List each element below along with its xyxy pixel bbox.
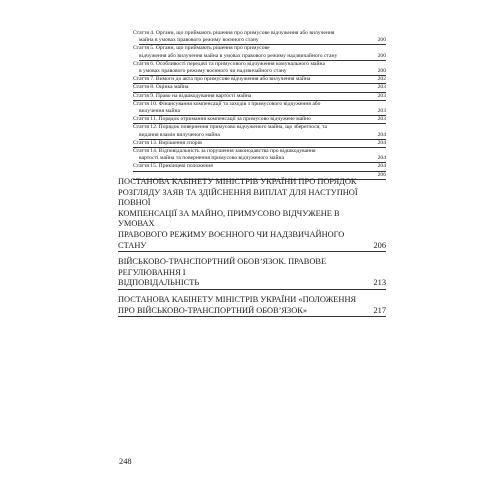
toc-section-entry-title: ВІЙСЬКОВО-ТРАНСПОРТНИЙ ОБОВ’ЯЗОК. ПРАВОВЕ РЕГУЛЮВАННЯ І [118,257,327,277]
toc-article-entry-page: 204 [374,163,386,171]
toc-article-entry [133,61,386,76]
toc-article-entry-page: 200 [374,68,386,76]
toc-article-entry-page: 200 [374,37,386,45]
toc-article-entry [133,163,386,171]
toc-article-entry-title: Стаття 15. Прикінцеві положення [133,163,374,171]
toc-article-entry [133,93,386,101]
toc-article-entry-page: 206 [374,172,386,180]
toc-article-entry-title: Стаття 6. Особливості передачі та примусового відчуження комунального майна [133,60,325,67]
toc-section-entry-page: 217 [370,306,386,318]
toc-article-entry-title: видання взамін вилученого майна [139,132,374,140]
toc-section-entry-page: 213 [370,278,386,290]
toc-article-entry-title: Стаття 12. Порядок повернення примусово відчуженого майна, що збереглося, та [133,124,328,131]
toc-section-entry-page: 206 [370,241,386,253]
toc-article-entry-title: в умовах правового режиму воєнного чи надзвичайного стану [139,68,374,76]
toc-article-entry-page: 203 [374,84,386,92]
toc-article-entry [133,148,386,163]
toc-article-entry-title: Стаття 11. Порядок отримання компенсації за примусово відчужене майно [133,116,374,124]
toc-article-entry [133,124,386,139]
toc-section-entry-title: ПОСТАНОВА КАБІНЕТУ МІНІСТРІВ УКРАЇНИ «ПОЛОЖЕННЯ [118,294,357,304]
toc-article-entry-page: 204 [374,140,386,148]
toc-article-entry-title: Стаття 9. Право на відшкодування вартості майна [133,93,374,101]
toc-article-entry [133,101,386,116]
toc-article-entry [133,140,386,148]
toc-section-entry-title: РОЗГЛЯДУ ЗАЯВ ТА ЗДІЙСНЕННЯ ВИПЛАТ ДЛЯ НАСТУПНОЇ ПОВНОЇ [118,187,358,208]
toc-section-entry [118,177,386,252]
toc-section-entry-title: ПОСТАНОВА КАБІНЕТУ МІНІСТРІВ УКРАЇНИ ПРО ПОРЯДОК [118,177,357,186]
toc-section-entry [118,295,386,317]
toc-article-entry [133,45,386,60]
toc-article-entry-page: 200 [374,53,386,61]
toc-article-entry-page: 202 [374,76,386,84]
toc-article-entry-title: Стаття 8. Оцінка майна [133,84,374,92]
toc-article-entry [133,30,386,45]
toc-article-entry-title: вартості майна та повернення примусово відчуженого майна [139,155,374,163]
toc-article-entry-page: 204 [374,132,386,140]
page-number: 248 [119,457,132,466]
toc-section-entry-title: ПРО ВІЙСЬКОВО-ТРАНСПОРТНИЙ ОБОВ’ЯЗОК» [118,306,370,318]
toc-article-entry-title: Стаття 10. Фінансування компенсації та заходів з примусового відчуження або [133,100,321,107]
toc-article-entry-page: 204 [374,155,386,163]
toc-articles-list [133,30,386,180]
toc-sections-list [118,177,386,322]
toc-article-entry-page: 203 [374,108,386,116]
toc-article-entry-title: вилучення майна [139,108,374,116]
toc-article-entry-page: 203 [374,116,386,124]
toc-section-entry-title: ВІДПОВІДАЛЬНІСТЬ [118,278,370,290]
toc-section-entry-title: ПРАВОВОГО РЕЖИМУ ВОЄННОГО ЧИ НАДЗВИЧАЙНОГО СТАНУ [118,230,370,252]
toc-section-entry [118,257,386,290]
toc-article-entry-title: Стаття 13. Вирішення спорів [133,140,374,148]
toc-article-entry-title: Стаття 5. Органи, що приймають рішення про примусове [133,45,270,52]
toc-article-entry-title: відчуження або вилучення майна в умовах правового режиму надзвичайного стану [139,53,374,61]
toc-section-entry-title: КОМПЕНСАЦІЇ ЗА МАЙНО, ПРИМУСОВО ВІДЧУЖЕНЕ В УМОВАХ [118,208,340,229]
toc-article-entry [133,84,386,92]
toc-article-entry-page: 203 [374,93,386,101]
toc-article-entry-title: Стаття 7. Вимоги до акта про примусове відчуження або вилучення майна [133,76,374,84]
toc-article-entry-title: Стаття 14. Відповідальність за порушення законодавства про відшкодування [133,148,316,155]
toc-article-entry-title: Стаття 4. Органи, що приймають рішення про примусове відчуження або вилучення [133,30,335,36]
toc-article-entry-title: майна в умовах правового режиму воєнного стану [139,37,374,45]
